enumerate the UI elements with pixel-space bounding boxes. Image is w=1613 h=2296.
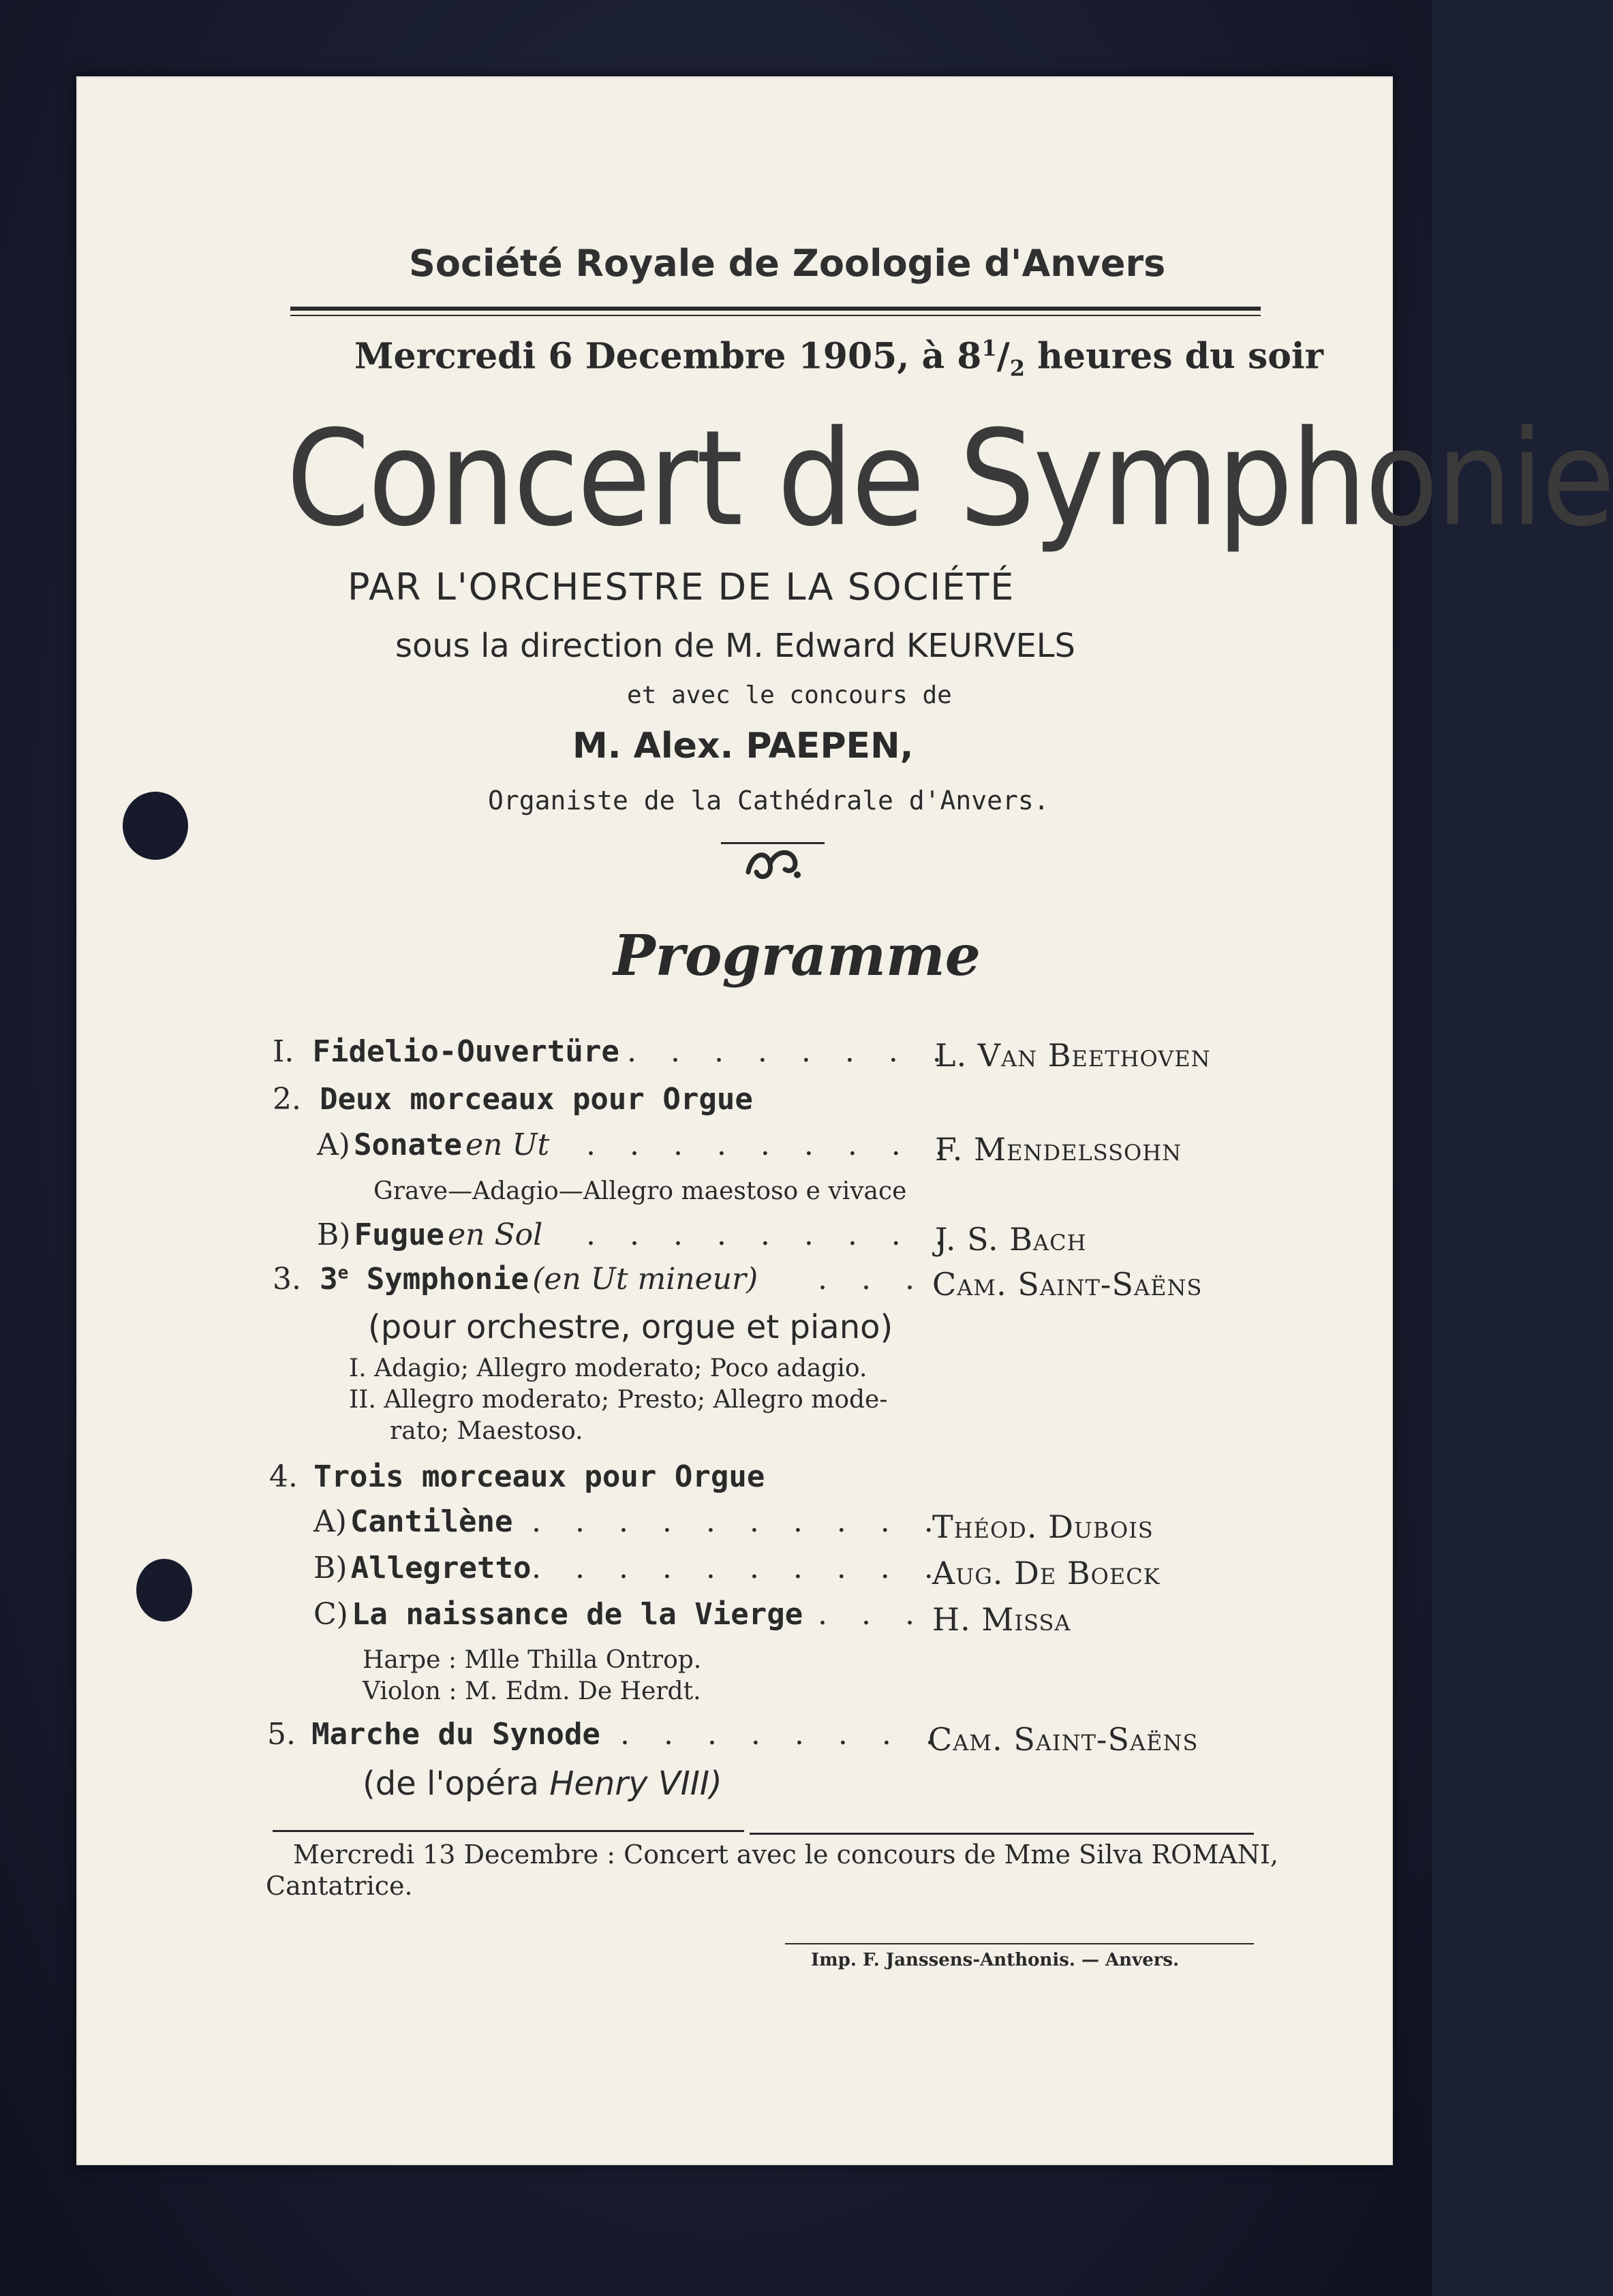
item-number: 4. [269,1459,298,1494]
punch-hole-bottom [136,1559,192,1622]
piece-title: Cantilène [350,1504,513,1539]
piece-key: en Ut [465,1128,550,1162]
item-number: 3. [273,1262,301,1297]
piece-title: Marche du Synode [311,1717,600,1752]
printer-imprint: Imp. F. Janssens-Anthonis. — Anvers. [811,1950,1180,1970]
piece-title: Allegretto [350,1551,532,1585]
composer: Théod. Dubois [932,1508,1154,1545]
page-title: Concert de Symphonie [286,402,1613,556]
concours-line: et avec le concours de [627,681,952,709]
programme-item-2b [317,1217,542,1252]
header-rule-thick [290,307,1261,311]
piece-title: La naissance de la Vierge [351,1597,803,1632]
ornament-rule [721,842,825,844]
piece-title: 3e Symphonie [320,1262,529,1297]
composer: Cam. Saint-Saëns [928,1721,1199,1758]
item-letter: A) [317,1128,350,1162]
programme-item-4a [313,1504,512,1539]
item-letter: A) [313,1504,347,1539]
item-number: 2. [273,1082,301,1117]
item-letter: B) [317,1217,351,1252]
piece-key: (en Ut mineur) [532,1262,758,1297]
concert-date: Mercredi 6 Decembre 1905, à $8^1/_2$ heures du soir [354,335,1324,382]
programme-item-4b [313,1551,532,1585]
dot-leader: . . . . . . . . . [586,1128,957,1162]
programme-heading: Programme [613,923,981,989]
dot-leader: . . . . . . . . [620,1717,947,1752]
footer-rule-left [273,1830,744,1832]
next-concert-announcement-cont: Cantatrice. [266,1871,413,1901]
composer: Aug. De Boeck [932,1555,1161,1592]
dot-leader: . . . . . . . . . . [532,1551,946,1585]
composer: L. Van Beethoven [935,1037,1211,1074]
piece-title: Deux morceaux pour Orgue [320,1082,753,1117]
programme-item-3 [273,1262,758,1297]
piece-key: en Sol [448,1217,543,1252]
performer-violin: Violon : M. Edm. De Herdt. [363,1677,701,1705]
programme-item-2 [273,1082,753,1117]
item-number: I. [273,1034,294,1069]
soloist-name: M. Alex. PAEPEN, [572,726,914,766]
movement-detail: rato; Maestoso. [390,1417,583,1445]
dot-leader: . . . . . . . . [627,1034,954,1069]
composer: Cam. Saint-Saëns [932,1266,1203,1303]
composer: J. S. Bach [935,1221,1087,1258]
piece-title: Fugue [354,1217,445,1252]
dot-leader: . . . [818,1262,927,1297]
piece-subtitle: (de l'opéra Henry VIII) [363,1765,722,1803]
footer-rule-right [750,1833,1254,1835]
dot-leader: . . . . . . . . . . [532,1504,946,1539]
composer: H. Missa [932,1601,1071,1638]
ornament-icon [743,845,804,888]
orchestra-line: PAR L'ORCHESTRE DE LA SOCIÉTÉ [348,565,1015,608]
performer-harp: Harpe : Mlle Thilla Ontrop. [363,1646,702,1674]
programme-item-4c [313,1597,803,1632]
movement-detail: Grave—Adagio—Allegro maestoso e vivace [373,1177,907,1205]
programme-item-2a [317,1128,549,1162]
programme-item-4 [269,1459,765,1494]
next-concert-announcement: Mercredi 13 Decembre : Concert avec le concours de Mme Silva ROMANI, [293,1840,1279,1870]
punch-hole-top [123,792,188,860]
piece-subtitle: (pour orchestre, orgue et piano) [368,1308,893,1346]
dot-leader: . . . [818,1597,927,1632]
soloist-role: Organiste de la Cathédrale d'Anvers. [488,786,1049,816]
programme-item-1 [273,1034,619,1069]
item-number: 5. [267,1717,296,1752]
piece-title: Sonate [354,1128,462,1162]
dot-leader: . . . . . . . . . [586,1217,957,1252]
programme-item-5 [267,1717,600,1752]
society-name: Société Royale de Zoologie d'Anvers [409,242,1166,285]
item-letter: C) [313,1597,348,1632]
movement-detail: I. Adagio; Allegro moderato; Poco adagio. [349,1354,867,1382]
movement-detail: II. Allegro moderato; Presto; Allegro mode- [349,1386,888,1414]
composer: F. Mendelssohn [935,1131,1182,1168]
piece-title: Fidelio-Ouvertüre [312,1034,619,1069]
item-letter: B) [313,1551,348,1585]
printer-rule [785,1943,1254,1944]
piece-title: Trois morceaux pour Orgue [313,1459,765,1494]
header-rule-thin [290,315,1261,316]
direction-line: sous la direction de M. Edward KEURVELS [395,627,1075,665]
